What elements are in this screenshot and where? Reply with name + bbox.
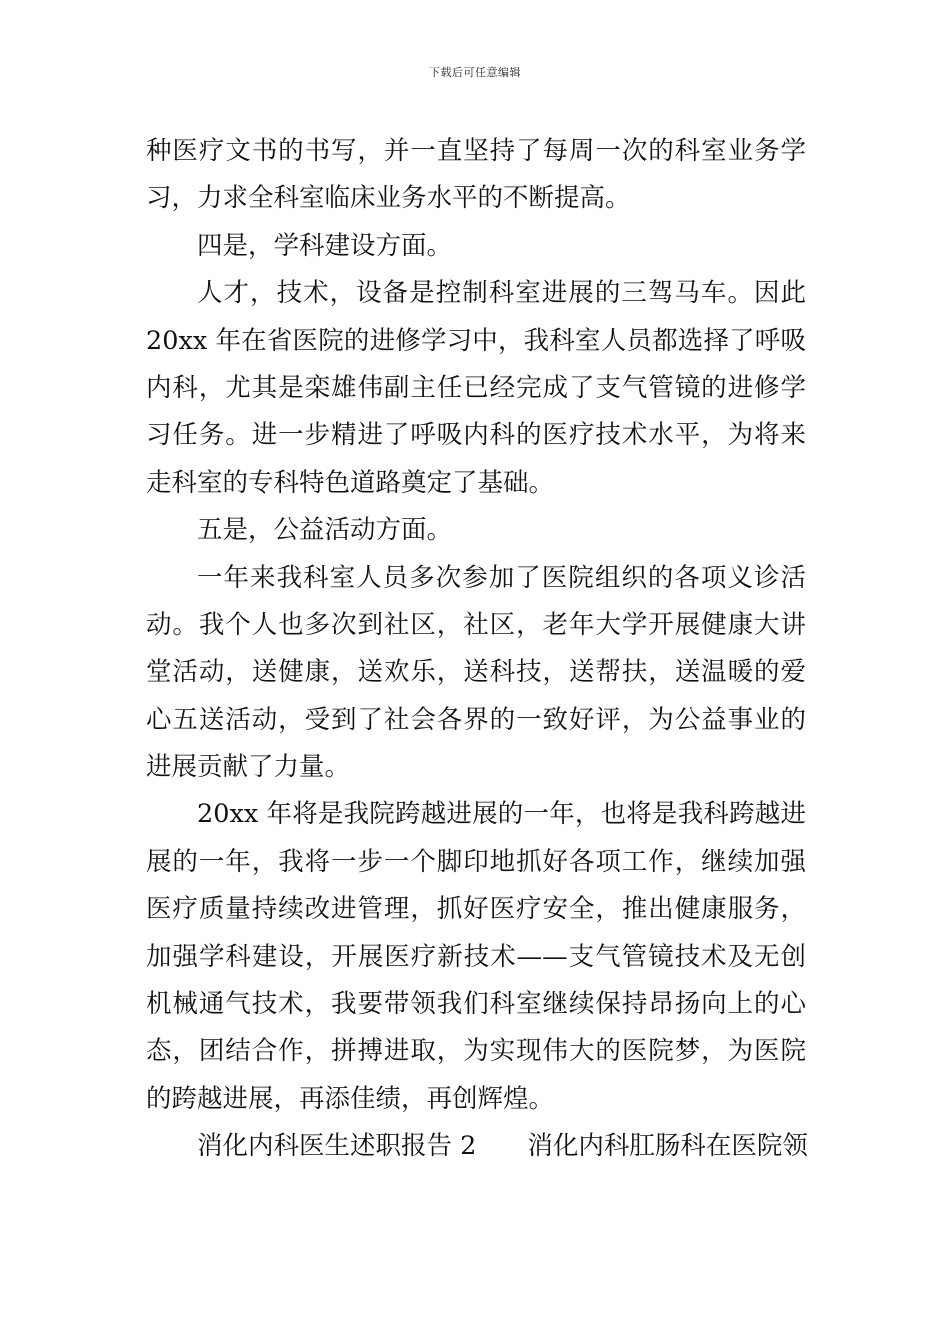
text-line: 展的一年，我将一步一个脚印地抓好各项工作，继续加强	[146, 846, 806, 877]
text-line: 加强学科建设，开展医疗新技术——支气管镜技术及无创	[146, 941, 806, 972]
text-line: 消化内科医生述职报告 2 消化内科肛肠科在医院领	[197, 1131, 808, 1162]
text-line: 机械通气技术，我要带领我们科室继续保持昂扬向上的心	[146, 989, 806, 1020]
text-line: 人才，技术，设备是控制科室进展的三驾马车。因此	[197, 278, 806, 309]
page-header: 下载后可任意编辑	[429, 66, 521, 79]
text-line: 进展贡献了力量。	[146, 752, 351, 783]
text-line: 种医疗文书的书写，并一直坚持了每周一次的科室业务学	[146, 136, 806, 166]
document-body	[146, 128, 806, 1171]
text-line: 心五送活动，受到了社会各界的一致好评，为公益事业的	[146, 704, 806, 735]
text-line: 内科，尤其是栾雄伟副主任已经完成了支气管镜的进修学	[146, 372, 806, 403]
text-line: 四是，学科建设方面。	[197, 230, 453, 261]
text-line: 习任务。进一步精进了呼吸内科的医疗技术水平，为将来	[146, 420, 806, 451]
text-line: 一年来我科室人员多次参加了医院组织的各项义诊活	[197, 562, 806, 593]
text-line: 的跨越进展，再添佳绩，再创辉煌。	[146, 1083, 555, 1114]
text-line: 动。我个人也多次到社区，社区，老年大学开展健康大讲	[146, 609, 806, 640]
text-line: 20xx 年在省医院的进修学习中，我科室人员都选择了呼吸	[146, 325, 806, 356]
text-line: 堂活动，送健康，送欢乐，送科技，送帮扶，送温暖的爱	[146, 657, 806, 688]
text-line: 习，力求全科室临床业务水平的不断提高。	[146, 183, 631, 214]
text-line: 走科室的专科特色道路奠定了基础。	[146, 467, 555, 498]
text-line: 医疗质量持续改进管理，抓好医疗安全，推出健康服务，	[146, 894, 806, 925]
text-line: 20xx 年将是我院跨越进展的一年，也将是我科跨越进	[197, 799, 806, 830]
text-line: 态，团结合作，拼搏进取，为实现伟大的医院梦，为医院	[146, 1036, 806, 1067]
text-line: 五是，公益活动方面。	[197, 515, 453, 546]
